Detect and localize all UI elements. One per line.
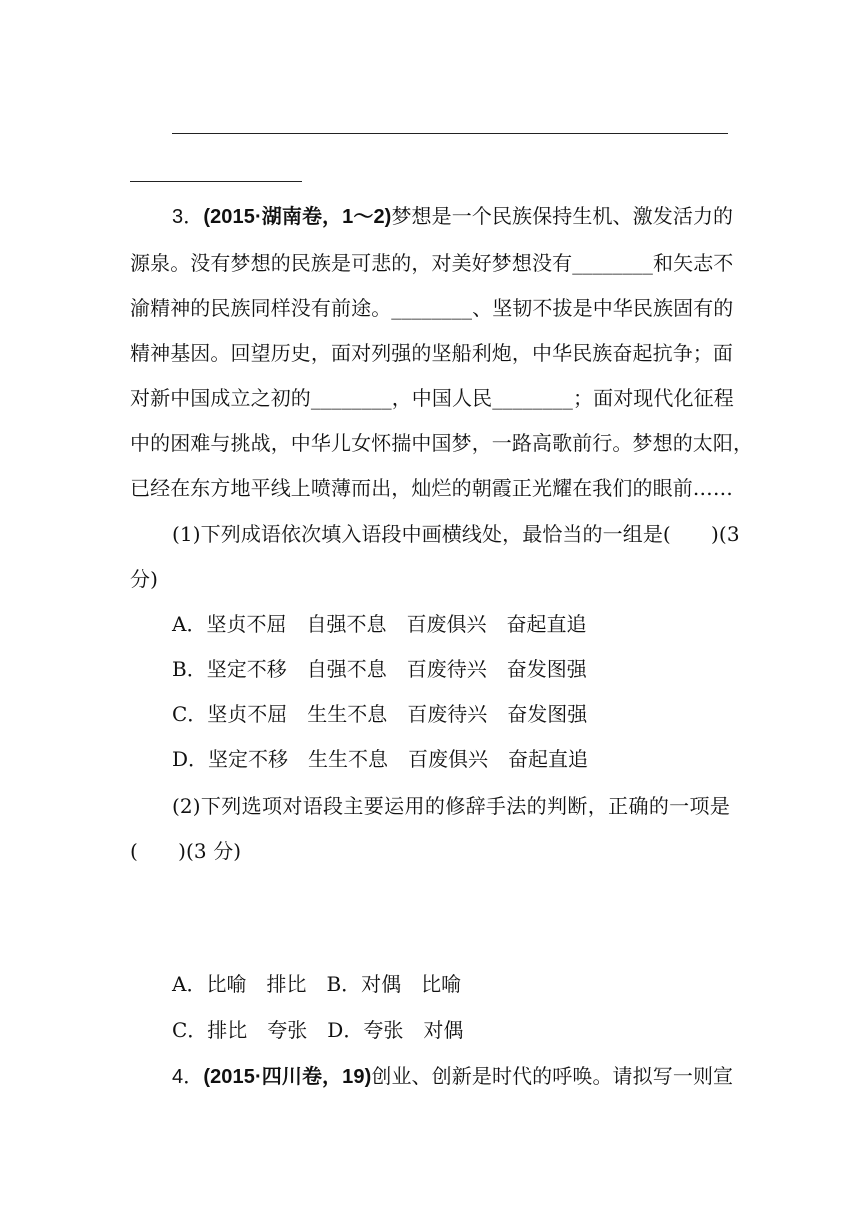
q3-text-line-4: 精神基因。回望历史，面对列强的坚船利炮，中华民族奋起抗争；面 <box>130 341 733 365</box>
q3-source: (2015·湖南卷，1～2) <box>203 206 392 228</box>
q4-first-line <box>172 1062 734 1091</box>
q3-sub2-stem-cont: ( )(3 分) <box>130 839 242 863</box>
q3-text-line-5: 对新中国成立之初的________，中国人民________；面对现代化征程 <box>130 386 734 410</box>
q3-sub1-stem-cont: 分) <box>130 567 159 591</box>
q3-first-line <box>172 202 734 231</box>
q4-number: 4． <box>172 1066 204 1088</box>
q3-sub1-option-b: B．坚定不移 自强不息 百废待兴 奋发图强 <box>172 657 587 681</box>
q4-source: (2015·四川卷，19) <box>203 1066 372 1088</box>
q3-sub2-stem: (2)下列选项对语段主要运用的修辞手法的判断，正确的一项是 <box>172 794 730 818</box>
answer-blank-line <box>172 133 728 134</box>
q3-sub2-option-cd: C．排比 夸张 D．夸张 对偶 <box>172 1018 464 1042</box>
q3-text-line-3: 渝精神的民族同样没有前途。________、坚韧不拔是中华民族固有的 <box>130 296 734 320</box>
q3-text-line-6: 中的困难与挑战，中华儿女怀揣中国梦，一路高歌前行。梦想的太阳， <box>130 431 754 455</box>
q4-text: 创业、创新是时代的呼唤。请拟写一则宣 <box>371 1064 734 1088</box>
q3-sub1-option-a: A．坚贞不屈 自强不息 百废俱兴 奋起直追 <box>172 612 587 636</box>
q3-text-line-7: 已经在东方地平线上喷薄而出，灿烂的朝霞正光耀在我们的眼前…… <box>130 476 733 500</box>
q3-text-line-1: 梦想是一个民族保持生机、激发活力的 <box>391 204 734 228</box>
q3-sub2-option-ab: A．比喻 排比 B．对偶 比喻 <box>172 972 462 996</box>
q3-number: 3． <box>172 206 204 228</box>
q3-sub1-stem: (1)下列成语依次填入语段中画横线处，最恰当的一组是( )(3 <box>172 522 740 546</box>
answer-blank-line-continuation <box>130 181 302 182</box>
q3-text-line-2: 源泉。没有梦想的民族是可悲的，对美好梦想没有________和矢志不 <box>130 251 734 275</box>
q3-sub1-option-d: D．坚定不移 生生不息 百废俱兴 奋起直追 <box>172 747 589 771</box>
q3-sub1-option-c: C．坚贞不屈 生生不息 百废待兴 奋发图强 <box>172 702 588 726</box>
